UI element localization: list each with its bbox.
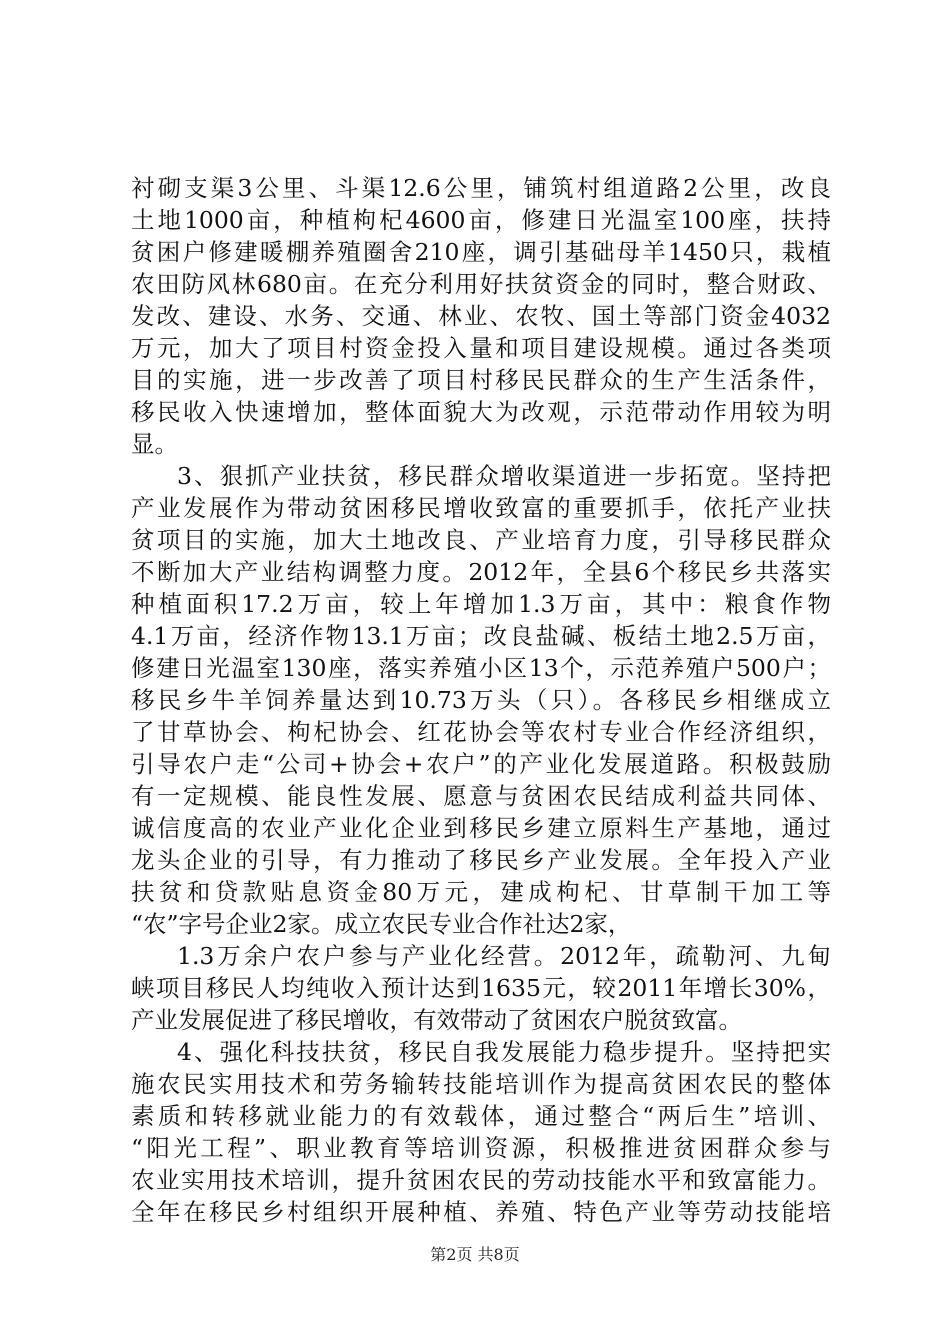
paragraph-start-line: 1.3万余户农户参与产业化经营。2012年，疏勒河、九甸 — [177, 942, 831, 970]
text-line: 4.1万亩，经济作物13.1万亩；改良盐碱、板结土地2.5万亩， — [131, 622, 831, 650]
body-text — [131, 172, 831, 1228]
text-line: 移民收入快速增加，整体面貌大为改观，示范带动作用较为明 — [131, 398, 831, 426]
page-number-footer: 第2页 共8页 — [430, 1245, 520, 1264]
text-line: 引导农户走“公司+协会+农户”的产业化发展道路。积极鼓励 — [131, 750, 831, 778]
text-line: 龙头企业的引导，有力推动了移民乡产业发展。全年投入产业 — [131, 846, 831, 874]
text-line: 显。 — [131, 430, 178, 458]
text-line: 修建日光温室130座，落实养殖小区13个，示范养殖户500户； — [131, 654, 831, 682]
text-line: 诚信度高的农业产业化企业到移民乡建立原料生产基地，通过 — [131, 814, 831, 842]
text-line: 产业发展促进了移民增收，有效带动了贫困农户脱贫致富。 — [131, 1006, 742, 1034]
text-line: 农业实用技术培训，提升贫困农民的劳动技能水平和致富能力。 — [131, 1166, 831, 1194]
text-line: 产业发展作为带动贫困移民增收致富的重要抓手，依托产业扶 — [131, 494, 831, 522]
text-line: 施农民实用技术和劳务输转技能培训作为提高贫困农民的整体 — [131, 1070, 831, 1098]
text-line: 万元，加大了项目村资金投入量和项目建设规模。通过各类项 — [131, 334, 831, 362]
text-line: 种植面积17.2万亩，较上年增加1.3万亩，其中：粮食作物 — [131, 590, 831, 618]
text-line: 农田防风林680亩。在充分利用好扶贫资金的同时，整合财政、 — [131, 270, 831, 298]
paragraph-start-line: 4、强化科技扶贫，移民自我发展能力稳步提升。坚持把实 — [177, 1038, 831, 1066]
text-line: 有一定规模、能良性发展、愿意与贫困农民结成利益共同体、 — [131, 782, 831, 810]
text-line: 发改、建设、水务、交通、林业、农牧、国土等部门资金4032 — [131, 302, 831, 330]
text-line: “阳光工程”、职业教育等培训资源，积极推进贫困群众参与 — [131, 1134, 831, 1162]
text-line: 贫困户修建暖棚养殖圈舍210座，调引基础母羊1450只，栽植 — [131, 238, 831, 266]
paragraph-start-line: 3、狠抓产业扶贫，移民群众增收渠道进一步拓宽。坚持把 — [177, 462, 831, 490]
text-line: 贫项目的实施，加大土地改良、产业培育力度，引导移民群众 — [131, 526, 831, 554]
text-line: 全年在移民乡村组织开展种植、养殖、特色产业等劳动技能培 — [131, 1198, 831, 1226]
text-line: 移民乡牛羊饲养量达到10.73万头（只）。各移民乡相继成立 — [131, 686, 831, 714]
text-line: 扶贫和贷款贴息资金80万元，建成枸杞、甘草制干加工等 — [131, 878, 831, 906]
text-line: 土地1000亩，种植枸杞4600亩，修建日光温室100座，扶持 — [131, 206, 831, 234]
text-line: 衬砌支渠3公里、斗渠12.6公里，铺筑村组道路2公里，改良 — [131, 174, 831, 202]
text-line: 峡项目移民人均纯收入预计达到1635元，较2011年增长30%， — [131, 974, 831, 1002]
text-line: 素质和转移就业能力的有效载体，通过整合“两后生”培训、 — [131, 1102, 831, 1130]
text-line: 不断加大产业结构调整力度。2012年，全县6个移民乡共落实 — [131, 558, 831, 586]
text-line: 目的实施，进一步改善了项目村移民民群众的生产生活条件， — [131, 366, 831, 394]
text-line: “农”字号企业2家。成立农民专业合作社达2家， — [131, 910, 632, 938]
text-line: 了甘草协会、枸杞协会、红花协会等农村专业合作经济组织， — [131, 718, 831, 746]
